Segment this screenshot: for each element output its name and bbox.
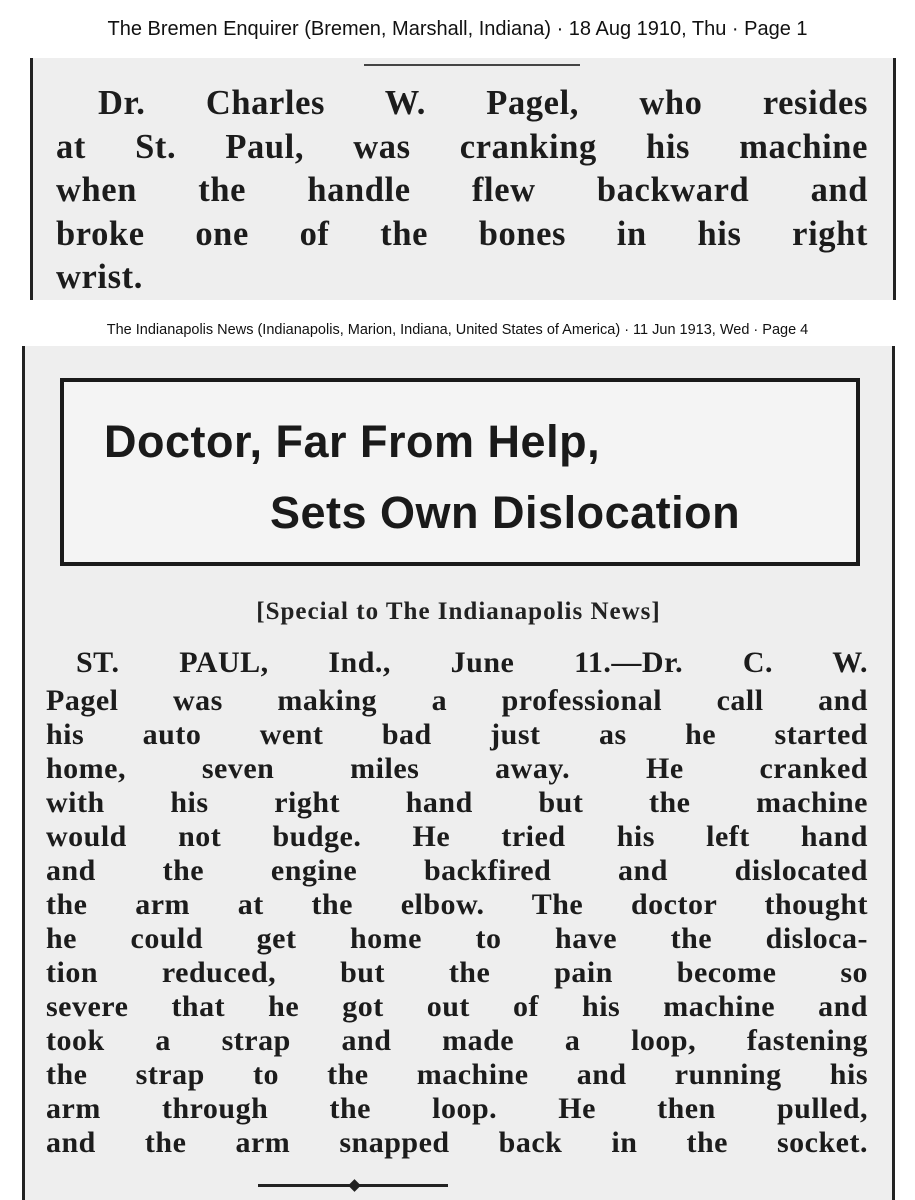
clipping-2-article xyxy=(46,642,868,1160)
article-line: Pagel was making a professional call and xyxy=(46,684,868,717)
article-line: at St. Paul, was cranking his machine xyxy=(56,127,868,166)
article-line: broke one of the bones in his right xyxy=(56,214,868,253)
clipping-border-left xyxy=(22,346,25,1200)
article-line: wrist. xyxy=(56,258,143,296)
clipping-border-right xyxy=(892,346,895,1200)
article-line: and the engine backfired and dislocated xyxy=(46,854,868,887)
article-line: and the arm snapped back in the socket. xyxy=(46,1126,868,1159)
article-line: severe that he got out of his machine and xyxy=(46,990,868,1023)
end-of-article-rule xyxy=(258,1184,448,1187)
clipping-1-article xyxy=(56,82,868,300)
article-line: with his right hand but the machine xyxy=(46,786,868,819)
article-line: took a strap and made a loop, fastening xyxy=(46,1024,868,1057)
clipping-2 xyxy=(22,346,895,1200)
article-line: the arm at the elbow. The doctor thought xyxy=(46,888,868,921)
clipping-2-caption: The Indianapolis News (Indianapolis, Marion, Indiana, United States of America) · 11 Jun 1913, Wed · Page 4 xyxy=(106,322,809,338)
article-line: Dr. Charles W. Pagel, who resides xyxy=(98,84,868,122)
headline-box xyxy=(60,378,860,566)
clipping-1-caption: The Bremen Enquirer (Bremen, Marshall, Indiana) · 18 Aug 1910, Thu · Page 1 xyxy=(107,18,808,40)
article-line: would not budge. He tried his left hand xyxy=(46,820,868,853)
article-line: tion reduced, but the pain become so xyxy=(46,956,868,989)
column-rule xyxy=(364,64,580,66)
article-line: arm through the loop. He then pulled, xyxy=(46,1092,868,1125)
article-line: home, seven miles away. He cranked xyxy=(46,752,868,785)
article-line: he could get home to have the disloca- xyxy=(46,922,868,955)
article-line: ST. PAUL, Ind., June 11.—Dr. C. W. xyxy=(76,646,868,679)
byline: [Special to The Indianapolis News] xyxy=(256,598,661,625)
clipping-1 xyxy=(30,58,896,300)
clipping-border-left xyxy=(30,58,33,300)
headline-line-2: Sets Own Dislocation xyxy=(270,487,741,538)
article-line: his auto went bad just as he started xyxy=(46,718,868,751)
clipping-border-right xyxy=(893,58,896,300)
article-line: when the handle flew backward and xyxy=(56,171,868,209)
article-line: the strap to the machine and running his xyxy=(46,1058,868,1091)
headline-line-1: Doctor, Far From Help, xyxy=(104,416,601,467)
